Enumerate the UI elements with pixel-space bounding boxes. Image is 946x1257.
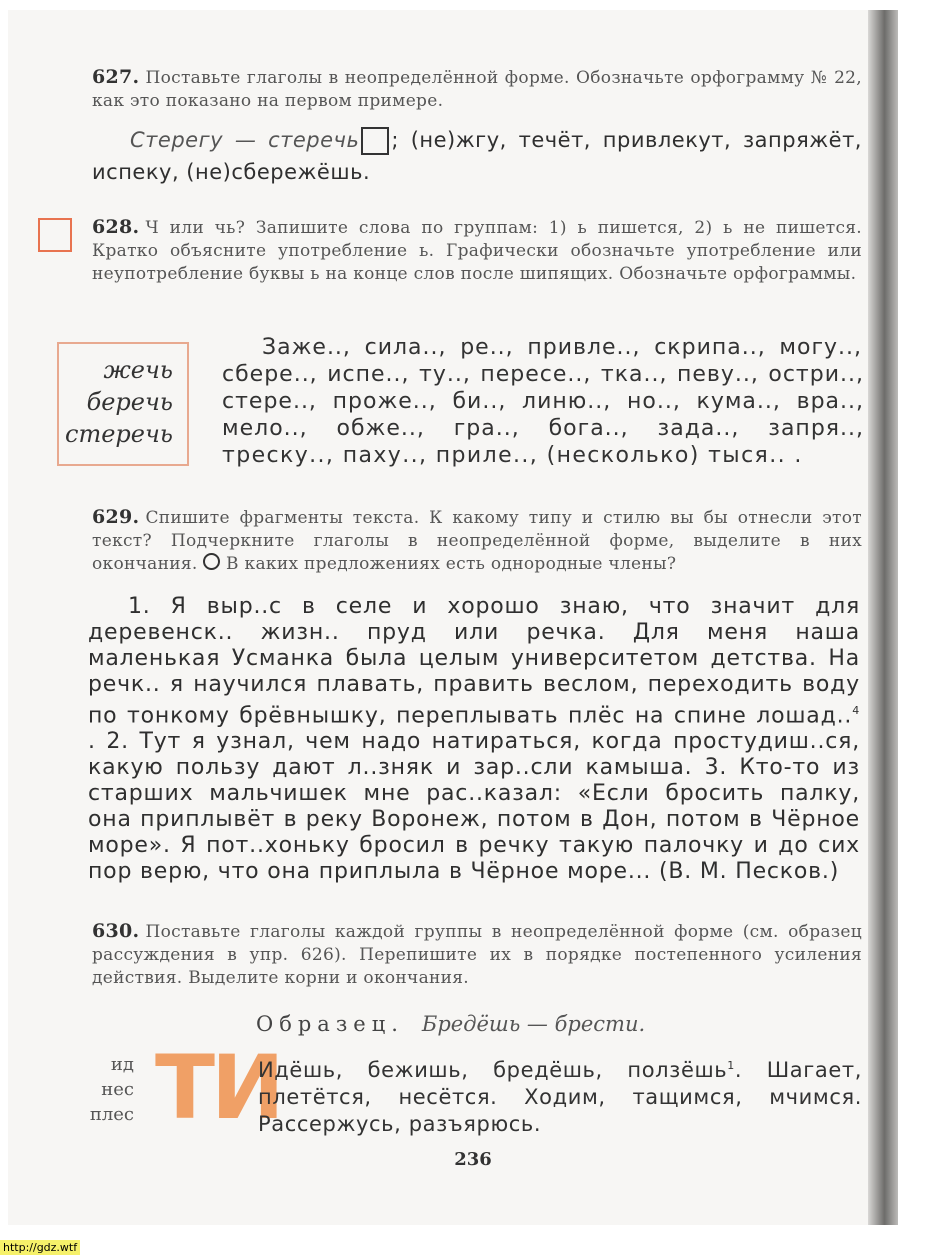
- suffix-ti: ТИ: [155, 1036, 281, 1139]
- ex628-line: сбере.., испе.., ту.., пересе.., тка.., певу.., остри..,: [222, 362, 864, 387]
- example-words-box: жечь беречь стеречь: [57, 342, 189, 466]
- ex628-line-0-wrap: [262, 334, 862, 361]
- sample-example: Бредёшь — брести.: [421, 1012, 646, 1036]
- ex628-line: мело.., обже.., гра.., бога.., зада.., запря..,: [222, 416, 864, 441]
- sample-line: Образец. Бредёшь — брести.: [256, 1012, 646, 1036]
- ex630-task: 630. Поставьте глаголы каждой группы в неопределённой форме (см. образец рассуждения в упр. 626). Перепишите их в порядке постепенного усиления действия. Выделите корни и окончания.: [92, 920, 862, 988]
- ex627-task: 627. Поставьте глаголы в неопределённой форме. Обозначьте орфограмму № 22, как это показано на первом примере.: [92, 66, 862, 111]
- ex628-line: стере.., проже.., би.., линю.., но.., кума.., вра..,: [222, 389, 864, 414]
- ex628-line: Заже.., сила.., ре.., привле.., скрипа.., могу..,: [262, 335, 862, 360]
- ex627-words: Стерегу — стеречь ; (не)жгу, течёт, привлекут, запряжёт, испеку, (не)сбережёшь.: [92, 128, 862, 184]
- circle-icon: [203, 553, 220, 570]
- ex627-example: Стерегу — стеречь: [130, 128, 360, 152]
- answer-box: [361, 127, 389, 155]
- ex629-number: 629.: [92, 506, 140, 528]
- ex628-number: 628.: [92, 216, 140, 238]
- ex628-lines: [222, 361, 864, 469]
- book-spine-shadow: [868, 10, 898, 1225]
- ex630-words: Идёшь, бежишь, бредёшь, ползёшь$^1$. Шагает, плетётся, несётся. Ходим, тащимся, мчимся. Рассержусь, разъярюсь.: [258, 1058, 862, 1136]
- ex629-text: 1. Я выр..с в селе и хорошо знаю, что значит для деревенск.. жизн.. пруд или речка. Для меня наша маленькая Усманка была целым университетом детства. На речк.. я научился плавать, править веслом, переходить воду по тонкому брёвнышку, переплывать плёс на спине лошад..$^4$ . 2. Тут я узнал, чем надо натираться, когда простудиш..ся, какую пользу дают л..зняк и зар..сли камыша. 3. Кто-то из старших мальчишек мне рас..казал: «Если бросить палку, она приплывёт в реку Воронеж, потом в Дон, потом в Чёрное море». Я пот..хоньку бросил в речку такую палочку и до сих пор верю, что она приплыла в Чёрное море... (В. М. Песков.): [88, 594, 860, 885]
- exercise-marker-square: [38, 218, 72, 252]
- page-number: 236: [454, 1149, 492, 1170]
- ex627-number: 627.: [92, 66, 140, 88]
- ex628-task: 628. Ч или чь? Запишите слова по группам: 1) ь пишется, 2) ь не пишется. Кратко объясните употребление ь. Графически обозначьте употребление или неупотребление буквы ь на конце слов после шипящих. Обозначьте орфограммы.: [92, 216, 862, 284]
- roots-list: ид нес плес: [89, 1054, 134, 1125]
- ex630-number: 630.: [92, 920, 140, 942]
- ex628-line: треску.., паху.., приле.., (несколько) тыся.. .: [222, 443, 803, 468]
- ex629-task: 629. Спишите фрагменты текста. К какому типу и стилю вы бы отнесли этот текст? Подчеркните глаголы в неопределённой форме, выделите в них окончания. В каких предложениях есть однородные члены?: [92, 506, 862, 574]
- source-link[interactable]: http://gdz.wtf: [0, 1240, 80, 1255]
